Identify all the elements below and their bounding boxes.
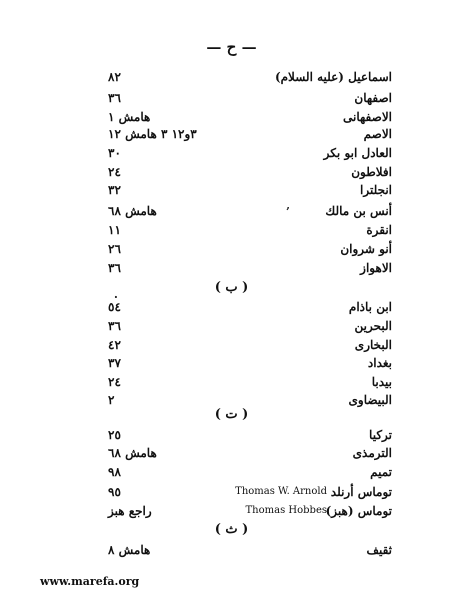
- index-entry: [0, 428, 463, 446]
- entry-ref: ٣٠: [108, 146, 121, 160]
- entry-term: تميم: [370, 465, 392, 479]
- entry-term: الاصفهانى: [343, 110, 392, 124]
- index-entry: [0, 300, 463, 318]
- index-entry: [0, 485, 463, 503]
- entry-latin-name: Thomas Hobbes: [245, 505, 327, 516]
- index-entry: [0, 338, 463, 356]
- entry-ref: ٢٥: [108, 428, 121, 442]
- section-heading: ( ت ): [214, 407, 249, 422]
- entry-term: توماس (هبز): [325, 504, 392, 518]
- entry-ref: ٢: [108, 393, 115, 407]
- index-entry: [0, 70, 463, 88]
- entry-ref: هامش ١: [108, 110, 151, 124]
- index-entry: [0, 223, 463, 241]
- entry-ref: ٤٢: [108, 338, 121, 352]
- entry-ref: ٣٢: [108, 183, 121, 197]
- entry-term: أنس بن مالك: [325, 204, 392, 218]
- entry-ref: ٢٤: [108, 165, 121, 179]
- entry-term: اصفهان: [354, 91, 392, 105]
- entry-term: بيدبا: [371, 375, 392, 389]
- entry-term: انقرة: [366, 223, 392, 237]
- entry-latin-name: Thomas W. Arnold: [235, 486, 327, 497]
- entry-term: انجلترا: [360, 183, 392, 197]
- entry-term: البخارى: [354, 338, 392, 352]
- entry-ref: ٣٦: [108, 319, 121, 333]
- entry-ref: ٣٧: [108, 356, 121, 370]
- entry-term: العادل ابو بكر: [323, 146, 392, 160]
- entry-ref: ٣٦: [108, 91, 121, 105]
- entry-term: الترمذى: [352, 446, 392, 460]
- entry-ref: ٥٤: [108, 300, 121, 314]
- entry-term: البيضاوى: [348, 393, 392, 407]
- section-heading: ( ب ): [214, 280, 249, 295]
- section-heading: ( ث ): [214, 522, 249, 537]
- entry-ref: هامش ٨: [108, 543, 151, 557]
- index-entry: [0, 504, 463, 522]
- index-entry: [0, 146, 463, 164]
- index-entry: [0, 91, 463, 109]
- entry-ref: ٣و١٢ ٣ هامش ١٢: [108, 127, 197, 141]
- entry-term: ثقيف: [366, 543, 392, 557]
- entry-term: الاهواز: [360, 261, 392, 275]
- source-url: www.marefa.org: [40, 575, 140, 588]
- index-entry: [0, 110, 463, 128]
- index-entry: [0, 165, 463, 183]
- page-header: — ح —: [206, 38, 257, 56]
- index-entry: [0, 183, 463, 201]
- stray-mark: ’: [286, 205, 290, 218]
- entry-term: أنو شروان: [340, 242, 392, 256]
- entry-term: افلاطون: [351, 165, 392, 179]
- entry-term: الاصم: [363, 127, 392, 141]
- index-entry: [0, 375, 463, 393]
- index-entry: [0, 356, 463, 374]
- index-entry: [0, 465, 463, 483]
- entry-term: البحرين: [354, 319, 392, 333]
- index-entry: [0, 242, 463, 260]
- entry-ref: ٣٦: [108, 261, 121, 275]
- entry-term: بغداد: [367, 356, 392, 370]
- index-entry: [0, 543, 463, 561]
- entry-ref: راجع هبز: [108, 504, 152, 518]
- entry-term: توماس أرنلد: [330, 485, 392, 499]
- entry-ref: هامش ٦٨: [108, 204, 157, 218]
- index-entry: [0, 446, 463, 464]
- index-entry: [0, 319, 463, 337]
- entry-term: اسماعيل (عليه السلام): [274, 70, 392, 84]
- entry-ref: ٢٤: [108, 375, 121, 389]
- entry-ref: ١١: [108, 223, 121, 237]
- entry-ref: ٩٥: [108, 485, 121, 499]
- entry-term: تركيا: [369, 428, 392, 442]
- entry-ref: ٩٨: [108, 465, 121, 479]
- entry-term: ابن باذام: [348, 300, 392, 314]
- entry-ref: هامش ٦٨: [108, 446, 157, 460]
- entry-ref: ٨٢: [108, 70, 121, 84]
- index-entry: [0, 261, 463, 279]
- index-entry: [0, 127, 463, 145]
- stray-mark: .: [114, 288, 118, 301]
- entry-ref: ٢٦: [108, 242, 121, 256]
- index-entry: [0, 204, 463, 222]
